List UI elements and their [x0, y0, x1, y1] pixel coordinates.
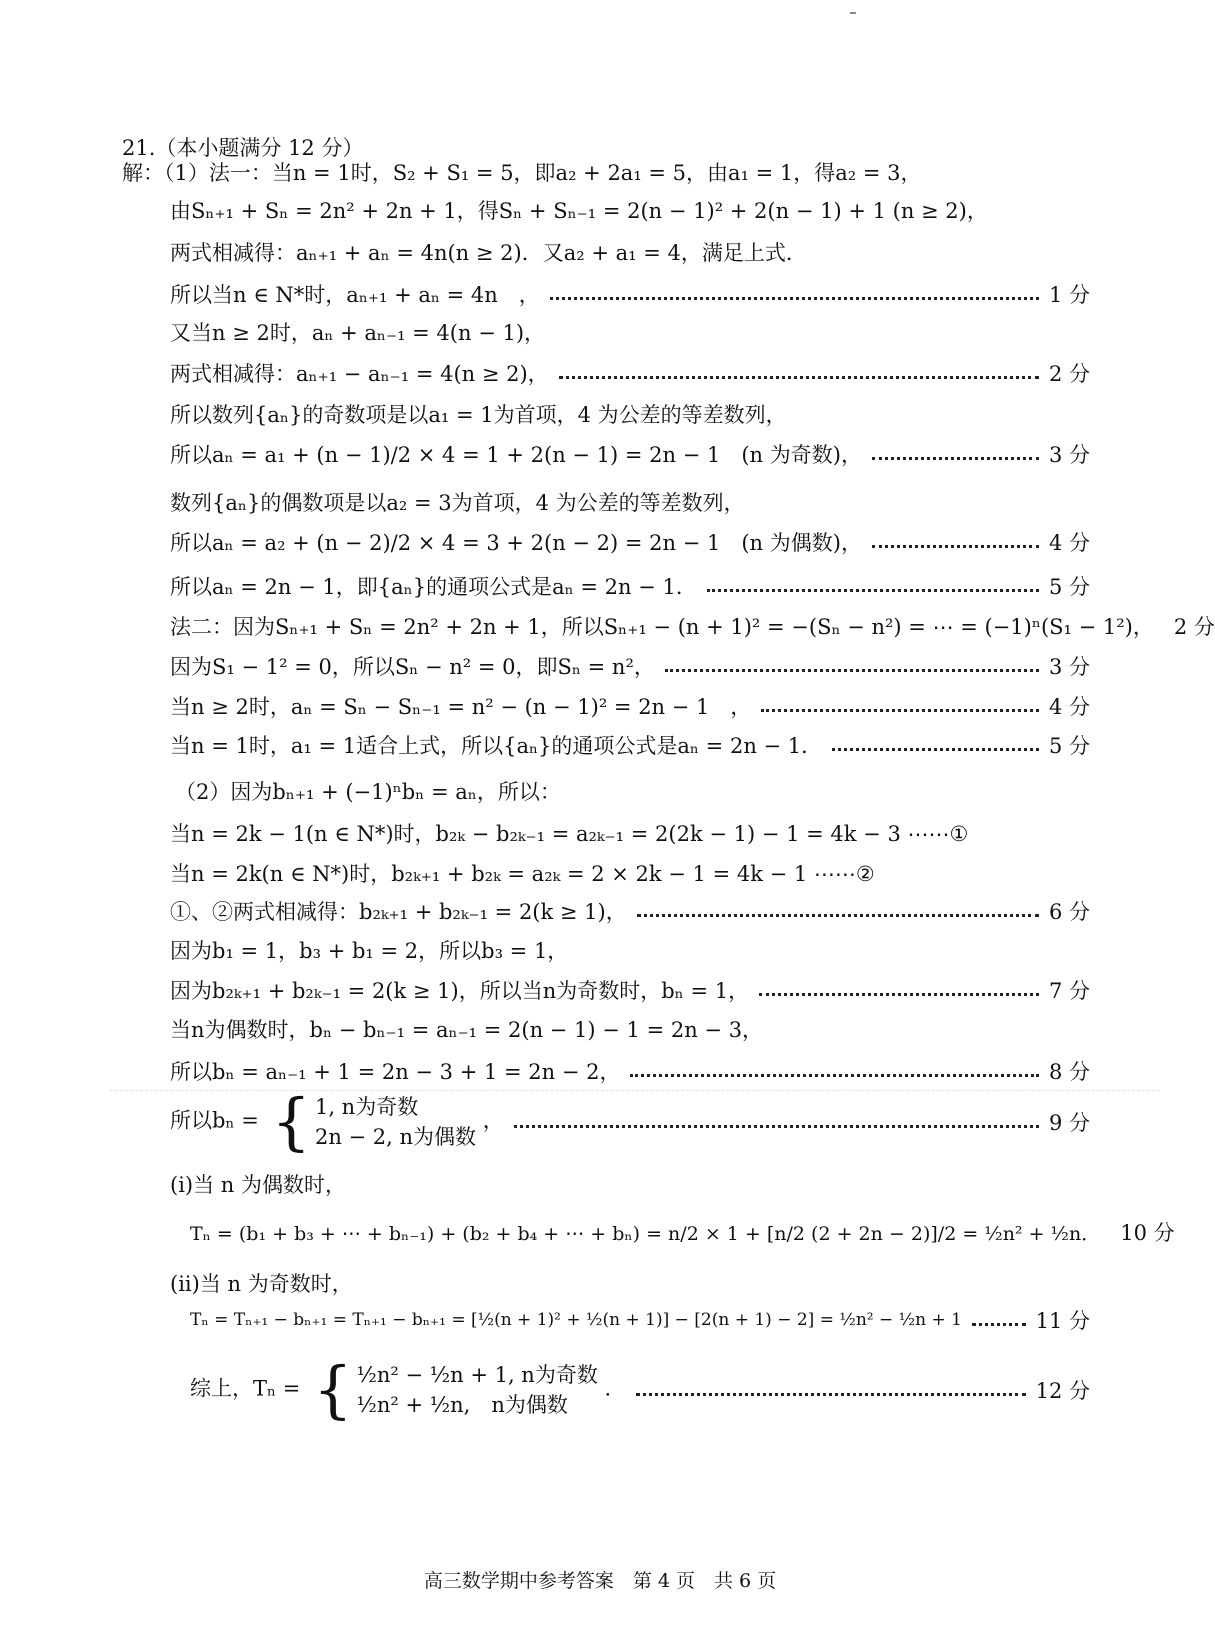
leader-dots [550, 297, 1039, 300]
solution-line: 又当n ≥ 2时，aₙ + aₙ₋₁ = 4(n − 1)， [170, 321, 546, 345]
score-points: 4 分 [1048, 531, 1090, 555]
solution-line: 两式相减得：aₙ₊₁ − aₙ₋₁ = 4(n ≥ 2)， 2 分 [170, 355, 1090, 391]
leader-dots [665, 669, 1039, 672]
case-row: ½n² + ½n, n为偶数 [356, 1393, 568, 1417]
score-points: 1 分 [1048, 283, 1090, 307]
piecewise-brace [266, 1085, 477, 1158]
leader-dots [872, 545, 1039, 548]
leader-dots [636, 1393, 1026, 1396]
score-points: 2 分 [1048, 362, 1090, 386]
solution-line: 因为b₁ = 1，b₃ + b₁ = 2，所以b₃ = 1， [170, 939, 569, 963]
score-points: 12 分 [1035, 1379, 1090, 1403]
leader-dots [759, 993, 1039, 996]
solution-line: 因为S₁ − 1² = 0，所以Sₙ − n² = 0，即Sₙ = n²， 3 分 [170, 648, 1090, 684]
leader-dots [832, 748, 1039, 751]
score-points: 4 分 [1048, 695, 1090, 719]
solution-line: 所以数列{aₙ}的奇数项是以a₁ = 1为首项，4 为公差的等差数列， [170, 403, 787, 427]
leader-dots [630, 1074, 1038, 1077]
case-heading: (i)当 n 为偶数时， [170, 1173, 346, 1197]
score-points: 10 分 [1120, 1221, 1175, 1245]
solution-line: 所以aₙ = a₁ + (n − 1)/2 × 4 = 1 + 2(n − 1) = 2n − 1 (n 为奇数)， 3 分 [170, 436, 1090, 472]
scan-mark [850, 12, 856, 14]
solution-line: 两式相减得：aₙ₊₁ + aₙ = 4n(n ≥ 2)．又a₂ + a₁ = 4，满足上式． [170, 241, 807, 265]
leader-dots [872, 457, 1039, 460]
leader-dots [972, 1323, 1026, 1326]
solution-line: 法二：因为Sₙ₊₁ + Sₙ = 2n² + 2n + 1，所以Sₙ₊₁ − (n + 1)² = −(Sₙ − n²) = ⋯ = (−1)ⁿ(S₁ − 1²)， 2 分 [170, 608, 1090, 644]
score-points: 8 分 [1048, 1060, 1090, 1084]
solution-line: 所以bₙ = aₙ₋₁ + 1 = 2n − 3 + 1 = 2n − 2， 8 分 [170, 1053, 1090, 1089]
solution-line: （2）因为bₙ₊₁ + (−1)ⁿbₙ = aₙ，所以： [175, 780, 561, 804]
solution-line: 当n = 2k − 1(n ∈ N*)时，b₂ₖ − b₂ₖ₋₁ = a₂ₖ₋₁ = 2(2k − 1) − 1 = 4k − 3 ⋯⋯① [170, 822, 969, 846]
case-heading: (ii)当 n 为奇数时， [170, 1272, 353, 1296]
solution-line: 所以aₙ = 2n − 1，即{aₙ}的通项公式是aₙ = 2n − 1． 5 分 [170, 568, 1090, 604]
solution-line: 所以aₙ = a₂ + (n − 2)/2 × 4 = 3 + 2(n − 2) = 2n − 1 (n 为偶数)， 4 分 [170, 524, 1090, 560]
leader-dots [637, 914, 1039, 917]
score-points: 11 分 [1035, 1309, 1090, 1333]
score-points: 5 分 [1048, 575, 1090, 599]
leader-dots [707, 589, 1039, 592]
leader-dots [559, 376, 1039, 379]
solution-line: 当n ≥ 2时，aₙ = Sₙ − Sₙ₋₁ = n² − (n − 1)² = 2n − 1 ， 4 分 [170, 688, 1090, 724]
score-points: 5 分 [1048, 734, 1090, 758]
formula-line: Tₙ = Tₙ₊₁ − bₙ₊₁ = Tₙ₊₁ − bₙ₊₁ = [½(n + 1)² + ½(n + 1)] − [2(n + 1) − 2] = ½n² − ½n + 1 11 分 [190, 1302, 1090, 1338]
solution-line: 当n = 1时，a₁ = 1适合上式，所以{aₙ}的通项公式是aₙ = 2n − 1． 5 分 [170, 727, 1090, 763]
brace-icon: { [313, 1353, 353, 1426]
summary-line: 综上，Tₙ = { ½n² − ½n + 1, n为奇数 ½n² + ½n, n为偶数 ． 12 分 [190, 1353, 1090, 1426]
page-footer: 高三数学期中参考答案 第 4 页 共 6 页 [423, 1570, 777, 1592]
solution-line: 解：（1）法一：当n = 1时，S₂ + S₁ = 5，即a₂ + 2a₁ = 5，由a₁ = 1，得a₂ = 3， [122, 161, 922, 185]
score-points: 9 分 [1048, 1111, 1090, 1135]
piecewise-brace [307, 1353, 598, 1426]
leader-dots [514, 1125, 1039, 1128]
bn-piecewise-line: 所以bₙ = { 1, n为奇数 2n − 2, n为偶数 ， 9 分 [170, 1085, 1090, 1158]
case-row: ½n² − ½n + 1, n为奇数 [356, 1363, 598, 1387]
question-heading: 21.（本小题满分 12 分） [122, 136, 364, 160]
solution-line: 所以当n ∈ N*时，aₙ₊₁ + aₙ = 4n ， 1 分 [170, 276, 1090, 312]
leader-dots [761, 709, 1039, 712]
score-points: 3 分 [1048, 443, 1090, 467]
solution-line: 数列{aₙ}的偶数项是以a₂ = 3为首项，4 为公差的等差数列， [170, 491, 745, 515]
solution-line: 因为b₂ₖ₊₁ + b₂ₖ₋₁ = 2(k ≥ 1)，所以当n为奇数时，bₙ = 1， 7 分 [170, 972, 1090, 1008]
case-row: 1, n为奇数 [314, 1095, 419, 1119]
score-points: 3 分 [1048, 655, 1090, 679]
case-row: 2n − 2, n为偶数 [314, 1125, 477, 1149]
solution-line: 当n = 2k(n ∈ N*)时，b₂ₖ₊₁ + b₂ₖ = a₂ₖ = 2 × 2k − 1 = 4k − 1 ⋯⋯② [170, 862, 875, 886]
score-points: 6 分 [1048, 900, 1090, 924]
solution-line: 由Sₙ₊₁ + Sₙ = 2n² + 2n + 1，得Sₙ + Sₙ₋₁ = 2(n − 1)² + 2(n − 1) + 1 (n ≥ 2)， [170, 199, 988, 223]
solution-line: 当n为偶数时，bₙ − bₙ₋₁ = aₙ₋₁ = 2(n − 1) − 1 = 2n − 3， [170, 1018, 764, 1042]
formula-line: Tₙ = (b₁ + b₃ + ⋯ + bₙ₋₁) + (b₂ + b₄ + ⋯ + bₙ) = n/2 × 1 + [n/2 (2 + 2n − 2)]/2 = ½n² + ½n． 10 分 [190, 1214, 1090, 1250]
score-points: 2 分 [1173, 615, 1215, 639]
solution-line: ①、②两式相减得：b₂ₖ₊₁ + b₂ₖ₋₁ = 2(k ≥ 1)， 6 分 [170, 893, 1090, 929]
score-points: 7 分 [1048, 979, 1090, 1003]
brace-icon: { [271, 1085, 311, 1158]
